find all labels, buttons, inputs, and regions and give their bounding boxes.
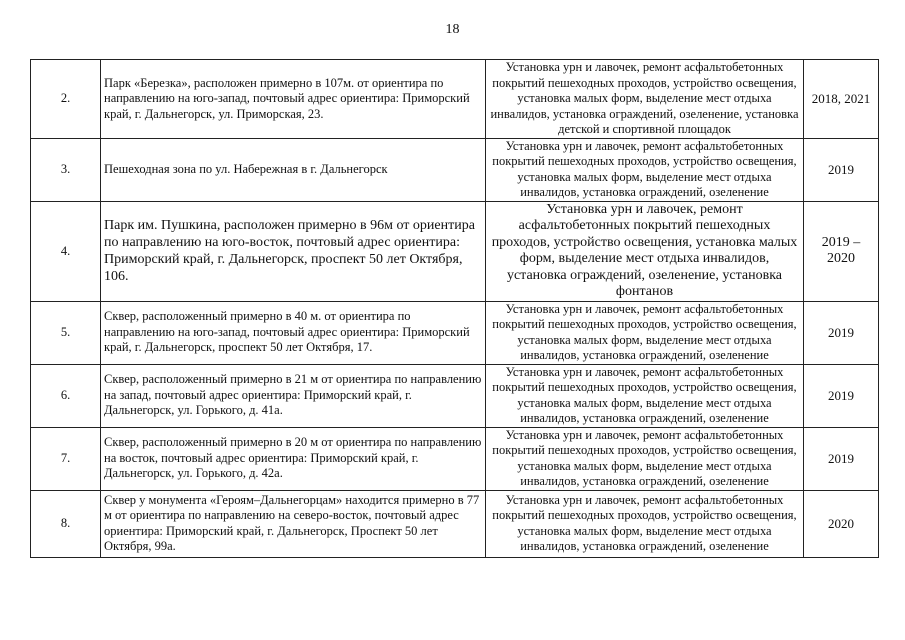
implementation-years: 2019 [804, 364, 879, 427]
table-row [31, 201, 879, 301]
object-location: Сквер, расположенный примерно в 20 м от ориентира по направлению на восток, почтовый адрес ориентира: Приморский край, г. Дальнегорск, ул. Горького, д. 42а. [101, 427, 486, 490]
table-row [31, 490, 879, 557]
row-number: 2. [31, 60, 101, 139]
implementation-years: 2019 [804, 138, 879, 201]
table-row [31, 427, 879, 490]
improvement-objects-table [30, 59, 879, 558]
planned-works: Установка урн и лавочек, ремонт асфальтобетонных покрытий пешеходных проходов, устройство освещения, установка малых форм, выделение мест отдыха инвалидов, установка ограждений, озеленение [486, 301, 804, 364]
planned-works: Установка урн и лавочек, ремонт асфальтобетонных покрытий пешеходных проходов, устройство освещения, установка малых форм, выделение мест отдыха инвалидов, установка ограждений, озеленение [486, 138, 804, 201]
page-number: 18 [445, 22, 460, 37]
row-number: 3. [31, 138, 101, 201]
row-number: 5. [31, 301, 101, 364]
implementation-years: 2018, 2021 [804, 60, 879, 139]
object-location: Парк «Березка», расположен примерно в 107м. от ориентира по направлению на юго-запад, почтовый адрес ориентира: Приморский край, г. Дальнегорск, ул. Приморская, 23. [101, 60, 486, 139]
planned-works: Установка урн и лавочек, ремонт асфальтобетонных покрытий пешеходных проходов, устройство освещения, установка малых форм, выделение мест отдыха инвалидов, установка ограждений, озеленение [486, 490, 804, 557]
row-number: 4. [31, 201, 101, 301]
row-number: 7. [31, 427, 101, 490]
implementation-years: 2019 [804, 427, 879, 490]
object-location: Сквер, расположенный примерно в 21 м от ориентира по направлению на запад, почтовый адрес ориентира: Приморский край, г. Дальнегорск, ул. Горького, д. 41а. [101, 364, 486, 427]
implementation-years: 2019 [804, 301, 879, 364]
row-number: 8. [31, 490, 101, 557]
row-number: 6. [31, 364, 101, 427]
table-row [31, 301, 879, 364]
planned-works: Установка урн и лавочек, ремонт асфальтобетонных покрытий пешеходных проходов, устройство освещения, установка малых форм, выделение мест отдыха инвалидов, установка ограждений, озеленение [486, 364, 804, 427]
table-row [31, 138, 879, 201]
planned-works: Установка урн и лавочек, ремонт асфальтобетонных покрытий пешеходных проходов, устройство освещения, установка малых форм, выделение мест отдыха инвалидов, установка ограждений, озеленение, установка детской и спортивной площадок [486, 60, 804, 139]
planned-works: Установка урн и лавочек, ремонт асфальтобетонных покрытий пешеходных проходов, устройство освещения, установка малых форм, выделение мест отдыха инвалидов, установка ограждений, озеленение [486, 427, 804, 490]
table-row [31, 364, 879, 427]
object-location: Парк им. Пушкина, расположен примерно в 96м от ориентира по направлению на юго-восток, почтовый адрес ориентира: Приморский край, г. Дальнегорск, проспект 50 лет Октября, 106. [101, 201, 486, 301]
table-row [31, 60, 879, 139]
object-location: Пешеходная зона по ул. Набережная в г. Дальнегорск [101, 138, 486, 201]
implementation-years: 2020 [804, 490, 879, 557]
planned-works: Установка урн и лавочек, ремонт асфальтобетонных покрытий пешеходных проходов, устройство освещения, установка малых форм, выделение мест отдыха инвалидов, установка ограждений, озеленение, установка фонтанов [486, 201, 804, 301]
object-location: Сквер, расположенный примерно в 40 м. от ориентира по направлению на юго-запад, почтовый адрес ориентира: Приморский край, г. Дальнегорск, проспект 50 лет Октября, 17. [101, 301, 486, 364]
object-location: Сквер у монумента «Героям–Дальнегорцам» находится примерно в 77 м от ориентира по направлению на северо-восток, почтовый адрес ориентира: Приморский край, г. Дальнегорск, Проспект 50 лет Октября, 99а. [101, 490, 486, 557]
implementation-years: 2019 – 2020 [804, 201, 879, 301]
